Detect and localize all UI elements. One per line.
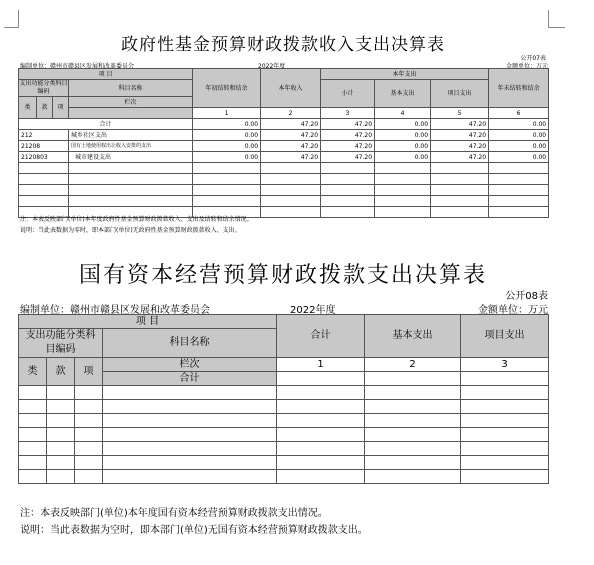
table2-note: 注：本表反映部门(单位)本年度国有资本经营预算财政拨款支出情况。 [20, 508, 328, 519]
t1-col-num-4: 4 [375, 108, 431, 119]
table-row [19, 141, 549, 152]
crop-mark [4, 27, 18, 28]
t1-total-cell: 0.00 [193, 119, 261, 130]
t1-subject-name-header: 科目名称 [69, 80, 193, 97]
t2-kuan-header: 款 [47, 358, 75, 386]
table-row-empty [19, 185, 549, 196]
t1-row-name: 国有土地使用权出让收入安排的支出 [69, 141, 193, 152]
table-row-empty [19, 456, 549, 470]
t1-subtotal-header: 小计 [321, 80, 375, 108]
table1-grid [18, 68, 549, 218]
table-row [19, 130, 549, 141]
t1-row-cell: 0.00 [375, 152, 431, 163]
crop-mark [549, 27, 565, 28]
table-row-empty [19, 386, 549, 400]
t1-row-cell: 47.20 [261, 141, 321, 152]
t1-row-cell: 0.00 [193, 152, 261, 163]
t1-col-num-5: 5 [431, 108, 489, 119]
table1-amount-unit: 金额单位：万元 [505, 63, 548, 70]
t1-row-cell: 0.00 [193, 141, 261, 152]
t1-col-num-3: 3 [321, 108, 375, 119]
t1-row-cell: 47.20 [321, 152, 375, 163]
t2-project-exp-header: 项目支出 [461, 315, 549, 358]
t1-col-num-1: 1 [193, 108, 261, 119]
t1-xiang-header: 项 [53, 97, 69, 119]
t1-expense-group-header: 本年支出 [321, 69, 489, 80]
table-row-empty [19, 196, 549, 207]
t2-lanci-label: 栏次 [103, 358, 277, 372]
t1-col-num-2: 2 [261, 108, 321, 119]
t1-row-code: 2120803 [19, 152, 69, 163]
table-row-empty [19, 174, 549, 185]
t1-row-cell: 47.20 [321, 141, 375, 152]
t1-total-cell: 47.20 [321, 119, 375, 130]
t1-total-cell: 47.20 [261, 119, 321, 130]
t2-func-code-header: 支出功能分类科目编码 [19, 329, 103, 358]
table2-title: 国有资本经营预算财政拨款支出决算表 [78, 263, 487, 288]
table2-unit-label: 编制单位：赣州市赣县区发展和改革委员会 [20, 305, 210, 316]
t1-row-cell: 0.00 [375, 141, 431, 152]
t1-basic-header: 基本支出 [375, 80, 431, 108]
t1-row-cell: 47.20 [321, 130, 375, 141]
t1-row-name: 城乡社区支出 [69, 130, 193, 141]
t1-project-exp-header: 项目支出 [431, 80, 489, 108]
table-row-empty [19, 400, 549, 414]
t1-row-cell: 0.00 [489, 141, 549, 152]
t1-row-cell: 47.20 [431, 152, 489, 163]
t2-project-header: 项 目 [19, 315, 277, 329]
table-row-empty [19, 414, 549, 428]
table2-grid [18, 314, 549, 484]
t1-row-cell: 47.20 [431, 130, 489, 141]
t1-kuan-header: 款 [37, 97, 53, 119]
table-row [19, 152, 549, 163]
t1-end-balance-header: 年末结转和结余 [489, 69, 549, 108]
t1-row-code: 212 [19, 130, 69, 141]
t2-xiang-header: 项 [75, 358, 103, 386]
t1-col-num-1-spacer [69, 108, 193, 119]
t1-lanci-label: 栏次 [69, 97, 193, 108]
t1-row-cell: 0.00 [489, 130, 549, 141]
table2-form-no: 公开08表 [505, 291, 548, 302]
t1-col-num-6: 6 [489, 108, 549, 119]
t1-total-cell: 0.00 [375, 119, 431, 130]
table1-form-no: 公开07表 [520, 55, 546, 62]
t1-row-code: 21208 [19, 141, 69, 152]
t2-total-col-header: 合计 [277, 315, 365, 358]
t1-income-header: 本年收入 [261, 69, 321, 108]
table2-amount-unit: 金额单位：万元 [478, 305, 548, 316]
t1-row-cell: 47.20 [431, 141, 489, 152]
t1-lei-header: 类 [19, 97, 37, 119]
t1-row-cell: 0.00 [489, 152, 549, 163]
table2-explain: 说明：当此表数据为空时，即本部门(单位)无国有资本经营预算财政拨款支出。 [20, 525, 368, 536]
t1-row-cell: 47.20 [261, 152, 321, 163]
t1-total-cell: 47.20 [431, 119, 489, 130]
t1-row-name: 城市建设支出 [69, 152, 193, 163]
t1-project-header: 项 目 [19, 69, 193, 80]
t1-row-cell: 0.00 [375, 130, 431, 141]
table1-explain: 说明：当此表数据为零时，即本部门(单位)无政府性基金预算财政拨款收入、支出。 [20, 227, 241, 234]
t1-row-cell: 47.20 [261, 130, 321, 141]
t2-basic-header: 基本支出 [365, 315, 461, 358]
table-row-empty [19, 428, 549, 442]
crop-mark [18, 10, 19, 28]
table1-title: 政府性基金预算财政拨款收入支出决算表 [121, 35, 445, 55]
t1-begin-balance-header: 年初结转和结余 [193, 69, 261, 108]
crop-mark [548, 10, 549, 28]
table-row-empty [19, 442, 549, 456]
table2-year: 2022年度 [290, 305, 336, 316]
t1-row-cell: 0.00 [193, 130, 261, 141]
t2-col-num-1: 1 [277, 358, 365, 372]
t2-subject-name-header: 科目名称 [103, 329, 277, 358]
t2-lei-header: 类 [19, 358, 47, 386]
t2-total-label: 合计 [103, 372, 277, 386]
t1-total-label: 合计 [19, 119, 193, 130]
table-row-empty [19, 470, 549, 484]
t2-col-num-2: 2 [365, 358, 461, 372]
t1-func-code-header: 支出功能分类科目编码 [19, 80, 68, 95]
table1-note: 注：本表反映部门(单位)本年度政府性基金预算财政拨款收入、支出及结转和结余情况。 [20, 216, 253, 223]
t1-total-cell: 0.00 [489, 119, 549, 130]
table1-unit-label: 编制单位：赣州市赣县区发展和改革委员会 [20, 63, 135, 70]
t2-col-num-3: 3 [461, 358, 549, 372]
table1-year: 2022年度 [258, 63, 286, 70]
table-row-empty [19, 163, 549, 174]
